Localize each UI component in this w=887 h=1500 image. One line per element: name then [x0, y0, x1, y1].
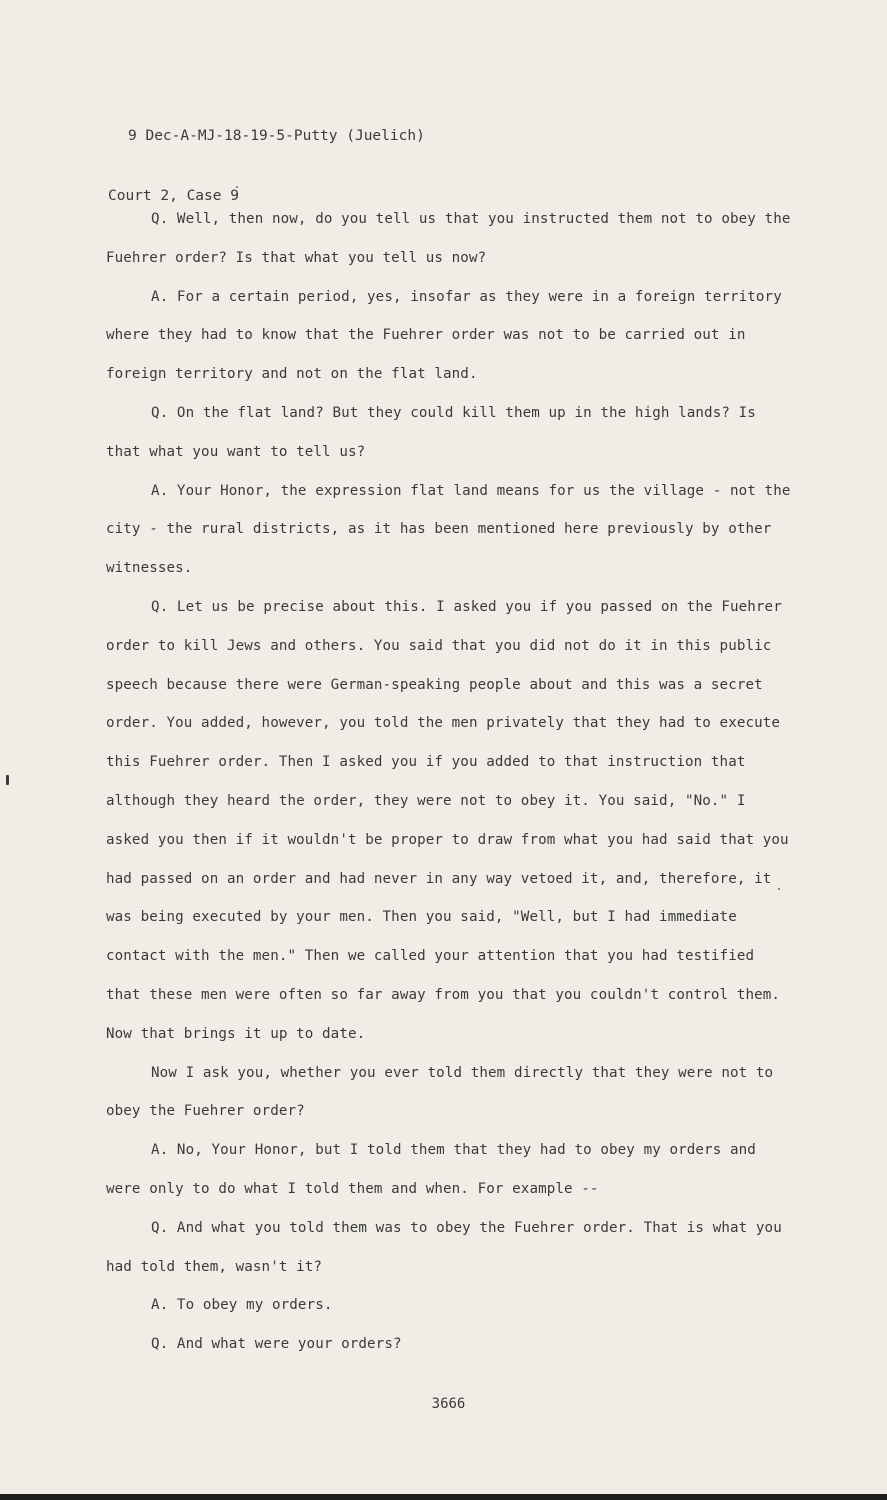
transcript-paragraph: Q. And what were your orders?	[151, 1336, 402, 1353]
paper-speck	[236, 186, 238, 188]
transcript-paragraph: A. Your Honor, the expression flat land means for us the village - not the city - the rural districts, as it has been mentioned here previously by other witnesses.	[106, 482, 791, 577]
paper-speck	[778, 888, 780, 890]
court-case-line: Court 2, Case 9	[108, 188, 239, 204]
paper-edge-mark	[6, 775, 9, 785]
transcript-paragraph: Q. Well, then now, do you tell us that you instructed them not to obey the Fuehrer order? Is that what you tell us now?	[106, 211, 791, 266]
transcript-paragraph: Now I ask you, whether you ever told them directly that they were not to obey the Fuehrer order?	[106, 1064, 774, 1120]
page-number: 3666	[431, 1396, 466, 1412]
transcript-paragraph: A. To obey my orders.	[151, 1297, 333, 1314]
case-reference: 9 Dec-A-MJ-18-19-5-Putty (Juelich)	[128, 128, 425, 144]
transcript-paragraph: A. For a certain period, yes, insofar as they were in a foreign territory where they had to know that the Fuehrer order was not to be carried out in foreign territory and not on the flat land.	[106, 288, 782, 383]
transcript-body	[106, 200, 796, 1364]
transcript-paragraph: Q. And what you told them was to obey the Fuehrer order. That is what you had told them, wasn't it?	[106, 1219, 782, 1275]
transcript-paragraph: Q. Let us be precise about this. I asked you if you passed on the Fuehrer order to kill Jews and others. You said that you did not do it in this public speech because there were German-speaking people about and this was a secret order. You added, however, you told the men privately that they had to execute this Fuehrer order. Then I asked you if you added to that instruction that although they heard the order, they were not to obey it. You said, "No." I asked you then if it wouldn't be proper to draw from what you had said that you had passed on an order and had never in any way vetoed it, and, therefore, it was being executed by your men. Then you said, "Well, but I had immediate contact with the men." Then we called your attention that you had testified that these men were often so far away from you that you couldn't control them. Now that brings it up to date.	[106, 598, 789, 1042]
scan-bottom-edge	[0, 1494, 887, 1500]
transcript-paragraph: Q. On the flat land? But they could kill them up in the high lands? Is that what you want to tell us?	[106, 404, 756, 460]
transcript-paragraph: A. No, Your Honor, but I told them that they had to obey my orders and were only to do what I told them and when. For example --	[106, 1142, 756, 1197]
